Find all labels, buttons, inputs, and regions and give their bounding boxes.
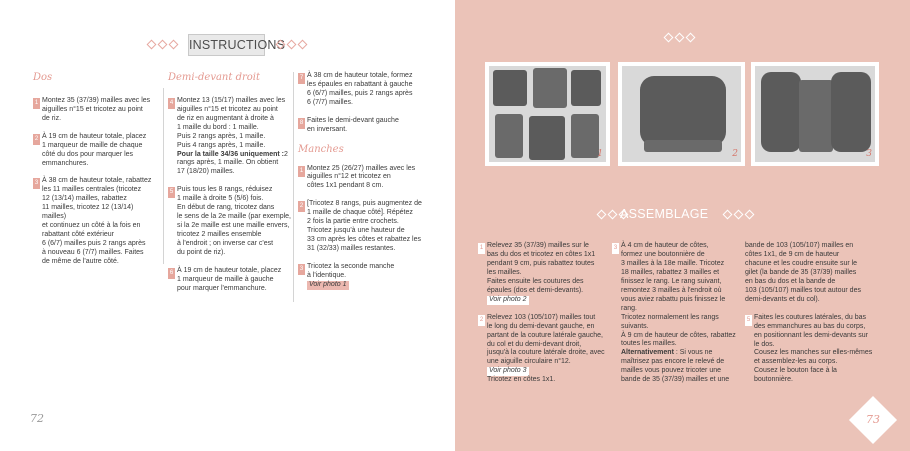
decorative-diamonds-right [275,41,308,52]
step-text: Montez 35 (37/39) mailles avec les aiguilles n°15 et tricotez au point de riz. [42,96,151,122]
step-number-badge: 1 [33,98,40,109]
step-text: Montez 25 (26/27) mailles avec les aiguilles n°12 et tricotez en côtes 1x1 pendant 8 cm. [307,164,416,190]
step-text: Relevez 103 (105/107) mailles tout le long du demi-devant gauche, en partant de la couture latérale gauche, du col et du demi-devant droit, jusqu'à la couture latérale droite, avec une aiguille circulaire n°12. Voir photo 3 Tricotez en côtes 1x1. [487,313,605,384]
photo-label: 3 [866,149,872,160]
column-divider [163,88,164,264]
page-number: 72 [30,412,44,425]
assemblage-column-1 [478,242,608,394]
continued-text: bande de 103 (105/107) mailles en côtes 1x1, de 9 cm de hauteur chacune et les coudre ensuite sur le gilet (la bande de 35 (37/39) mailles en bas du dos et la bande de 103 (105/107) mailles tout autour des demi-devants et du col). [745,242,861,303]
assemblage-column-3 [745,242,875,394]
decorative-diamonds-left [146,41,179,52]
step-text: À 4 cm de hauteur de côtes, formez une boutonnière de 3 mailles à la 18e maille. Tricotez 18 mailles, rabattez 3 mailles et finissez le rang. Le rang suivant, remontez 3 mailles à l'endroit où vous aviez rabattu puis finissez le rang. Tricotez normalement les rangs suivants. À 9 cm de hauteur de côtes, rabattez toutes les mailles. Alternativement : Si vous ne maîtrisez pas encore le relevé de mailles vous pouvez tricoter une bande de 35 (37/39) mailles et une [621,242,736,384]
step-number-badge: 2 [298,201,305,212]
instruction-step [478,242,608,305]
step-number-badge: 1 [298,166,305,177]
photo-2 [618,62,745,166]
instruction-step [298,200,428,254]
column-dos [33,72,159,276]
column-manches [298,72,428,299]
assemblage-column-2 [612,242,740,394]
step-text: Montez 13 (15/17) mailles avec les aiguilles n°15 et tricotez au point de riz en augmentant à droite à 1 maille du bord : 1 maille. Puis 2 rangs après, 1 maille. Puis 4 rangs après, 1 maille. Pour la taille 34/36 uniquement :2 rangs après, 1 maille. On obtient 17 (18/20) mailles. [177,96,288,176]
instruction-step [33,97,159,124]
step-number-badge: 3 [33,178,40,189]
instruction-step [298,117,428,135]
step-number-badge: 3 [612,243,619,254]
photo-reference-tag: Voir photo 2 [489,295,527,303]
step-number-badge: 8 [298,118,305,129]
section-title-manches: Manches [298,143,344,155]
section-title-dos: Dos [33,72,53,83]
instruction-step [168,186,294,258]
photo-1 [485,62,610,166]
step-text: Faites le demi-devant gauche en inversant. [307,116,399,133]
instruction-step [33,177,159,267]
instruction-step [168,97,294,178]
instruction-step [298,263,428,290]
photo-3 [751,62,879,166]
photo-reference-tag: Voir photo 1 [309,281,347,288]
step-number-badge: 4 [168,98,175,109]
instruction-step [298,165,428,192]
step-text: À 38 cm de hauteur totale, rabattez les 11 mailles centrales (tricotez 12 (13/14) mailles, rabattez 11 mailles, tricotez 12 (13/14) mailles) et continuez un côté à la fois en rabattant côté extérieur 6 (6/7) mailles puis 2 rangs après à nouveau 6 (7/7) mailles. Faites de même de l'autre côté. [42,177,152,266]
step-number-badge: 2 [33,134,40,145]
instructions-title: INSTRUCTIONS [188,34,265,56]
step-text: À 19 cm de hauteur totale, placez 1 marqueur de maille à gauche pour marquer l'emmanchure. [177,267,282,292]
step-text: [Tricotez 8 rangs, puis augmentez de 1 maille de chaque côté]. Répétez 2 fois la partie entre crochets. Tricotez jusqu'à une hauteur de 33 cm après les côtes et rabattez les 31 (32/33) mailles restantes. [307,200,422,253]
instruction-step [745,314,875,386]
step-text: Tricotez la seconde manche à l'identique. Voir photo 1 [307,263,395,288]
decorative-diamonds-top [663,34,696,45]
instruction-step [168,267,294,294]
instruction-step [298,72,428,108]
assemblage-title: ASSEMBLAGE [620,207,709,221]
bold-note: Pour la taille 34/36 uniquement : [177,150,284,158]
photo-reference-tag: Voir photo 3 [489,367,527,375]
photo-label: 1 [597,149,603,160]
decorative-diamonds-right [722,211,755,222]
step-number-badge: 1 [478,243,485,254]
column-divider [293,72,294,302]
step-text: Faites les coutures latérales, du bas des emmanchures au bas du corps, en positionnant les demi-devants sur le dos. Cousez les manches sur elles-mêmes et assemblez-les au corps. Cousez le bouton face à la boutonnière. [754,313,873,384]
step-number-badge: 3 [298,264,305,275]
step-text: À 38 cm de hauteur totale, formez les épaules en rabattant à gauche 6 (6/7) mailles, puis 2 rangs après 6 (7/7) mailles. [307,72,413,106]
page-number: 73 [866,413,880,426]
step-number-badge: 2 [478,315,485,326]
step-number-badge: 7 [298,73,305,84]
section-title-demi-devant: Demi-devant droit [168,72,260,83]
photo-label: 2 [732,149,738,160]
step-number-badge: 5 [745,315,752,326]
instruction-step [612,242,740,385]
step-number-badge: 5 [168,187,175,198]
step-number-badge: 6 [168,268,175,279]
instruction-step [33,133,159,169]
column-demi-devant [168,72,294,303]
bold-note: Alternativement [621,349,674,357]
step-text: Puis tous les 8 rangs, réduisez 1 maille à droite 5 (5/6) fois. En début de rang, tricotez dans le sens de la 2e maille (par exemple, si la 2e maille est une maille envers, tricotez 2 mailles ensemble à l'endroit ; on inverse car c'est du point de riz). [177,186,292,257]
step-text: À 19 cm de hauteur totale, placez 1 marqueur de maille de chaque côté du dos pour marquer les emmanchures. [42,132,147,167]
step-text: Relevez 35 (37/39) mailles sur le bas du dos et tricotez en côtes 1x1 pendant 9 cm, puis rabattez toutes les mailles. Faites ensuite les coutures des épaules (dos et demi-devants). Voir photo 2 [487,242,596,303]
instruction-step [478,314,608,386]
